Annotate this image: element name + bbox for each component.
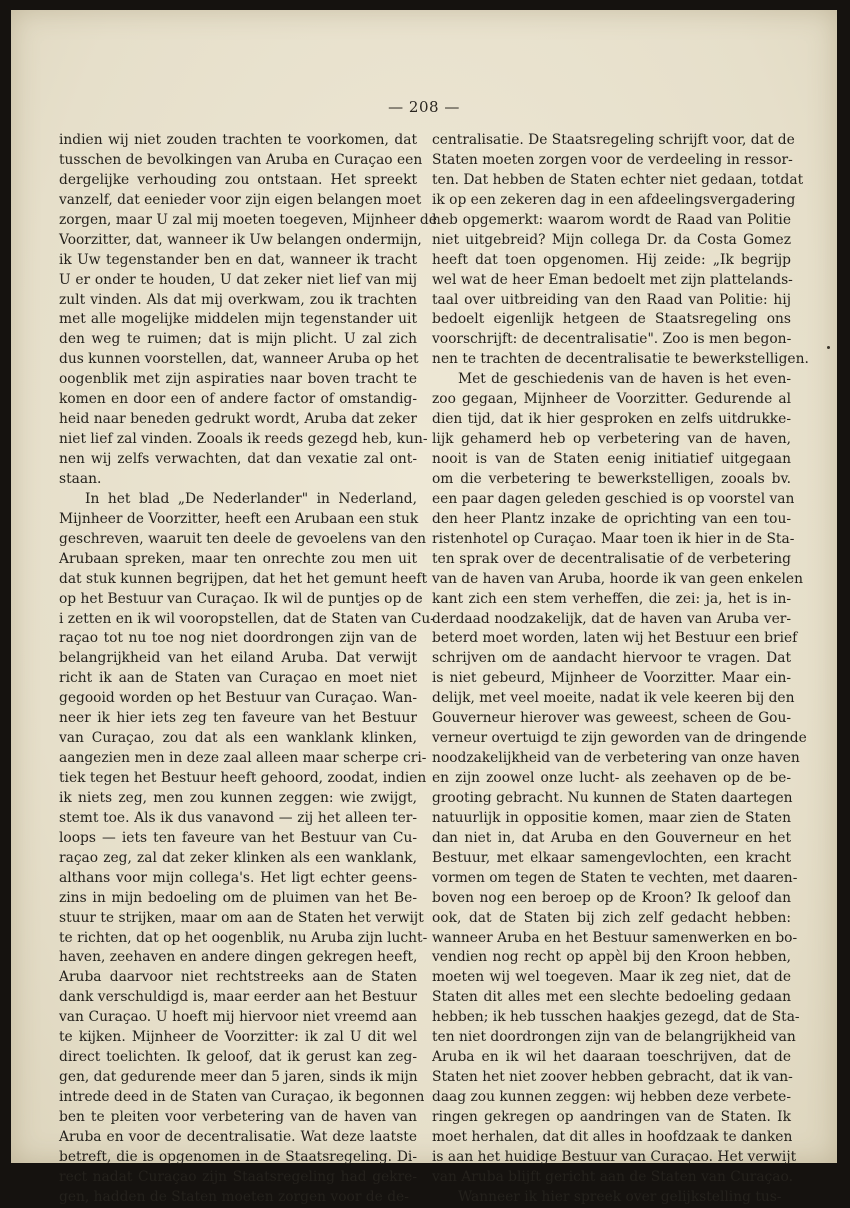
text-line: ben te pleiten voor verbetering van de haven van bbox=[59, 1108, 417, 1125]
text-line: Staten moeten zorgen voor de verdeeling in ressor- bbox=[432, 151, 793, 168]
text-line: vendien nog recht op appèl bij den Kroon hebben, bbox=[432, 949, 791, 966]
text-line: tiek tegen het Bestuur heeft gehoord, zoodat, indien bbox=[59, 770, 427, 786]
text-line: dank verschuldigd is, maar eerder aan het Bestuur bbox=[59, 989, 417, 1006]
text-line: van Aruba blijft gericht aan de Staten van Curaçao. bbox=[432, 1168, 793, 1185]
text-line: boven nog een beroep op de Kroon? Ik geloof dan bbox=[432, 889, 791, 906]
text-line: en zijn zoowel onze lucht- als zeehaven op de be- bbox=[432, 770, 791, 786]
text-line: dan niet in, dat Aruba en den Gouverneur en het bbox=[432, 829, 791, 846]
text-line: centralisatie. De Staatsregeling schrijft voor, dat de bbox=[432, 132, 795, 148]
text-line: is aan het huidige Bestuur van Curaçao. Het verwijt bbox=[432, 1148, 797, 1165]
text-line: ringen gekregen op aandringen van de Staten. Ik bbox=[432, 1108, 791, 1125]
text-line: Arubaan spreken, maar ten onrechte zou men uit bbox=[59, 550, 417, 567]
text-line: richt ik aan de Staten van Curaçao en moet niet bbox=[59, 670, 417, 687]
text-line: Aruba en ik wil het daaraan toeschrijven, dat de bbox=[432, 1049, 791, 1066]
text-line: raçao zeg, zal dat zeker klinken als een wanklank, bbox=[59, 849, 417, 866]
text-line: schrijven om de aandacht hiervoor te vragen. Dat bbox=[432, 650, 791, 667]
text-line: bedoelt eigenlijk hetgeen de Staatsregeling ons bbox=[432, 311, 791, 328]
text-line: aangezien men in deze zaal alleen maar scherpe cri- bbox=[59, 750, 427, 767]
text-line: ten. Dat hebben de Staten echter niet gedaan, totdat bbox=[432, 171, 804, 188]
text-line: ristenhotel op Curaçao. Maar toen ik hier in de Sta- bbox=[432, 530, 795, 547]
text-line: haven, zeehaven en andere dingen gekregen heeft, bbox=[59, 949, 418, 966]
text-line: wel wat de heer Eman bedoelt met zijn plattelands- bbox=[432, 271, 793, 288]
text-line: U er onder te houden, U dat zeker niet lief van mij bbox=[59, 271, 417, 288]
text-line: dien tijd, dat ik hier gesproken en zelfs uitdrukke- bbox=[432, 411, 791, 428]
text-line: te kijken. Mijnheer de Voorzitter: ik zal U dit wel bbox=[59, 1029, 417, 1046]
text-line: een paar dagen geleden geschied is op voorstel van bbox=[432, 490, 795, 507]
text-line: tusschen de bevolkingen van Aruba en Curaçao een bbox=[59, 151, 423, 168]
text-line: Staten dit alles met een slechte bedoeling gedaan bbox=[432, 989, 791, 1006]
right-text-column bbox=[432, 131, 809, 1208]
text-line: beterd moet worden, laten wij het Bestuur een brief bbox=[432, 630, 798, 647]
text-line: grooting gebracht. Nu kunnen de Staten daartegen bbox=[432, 789, 793, 806]
text-line: intrede deed in de Staten van Curaçao, ik begonnen bbox=[59, 1089, 425, 1105]
ink-speck bbox=[827, 346, 830, 349]
document-page bbox=[11, 10, 837, 1205]
text-line: verneur overtuigd te zijn geworden van de dringende bbox=[432, 730, 807, 747]
text-line: geschreven, waaruit ten deele de gevoelens van den bbox=[59, 530, 427, 547]
text-line: heeft dat toen opgenomen. Hij zeide: „Ik begrijp bbox=[432, 251, 791, 268]
text-line: den heer Plantz inzake de oprichting van een tou- bbox=[432, 510, 791, 527]
text-line: Gouverneur hierover was geweest, scheen de Gou- bbox=[432, 710, 791, 727]
text-line: op het Bestuur van Curaçao. Ik wil de puntjes op de bbox=[59, 590, 423, 607]
text-line: noodzakelijkheid van de verbetering van onze haven bbox=[432, 750, 800, 767]
text-line: nen wij zelfs verwachten, dat dan vexatie zal ont- bbox=[59, 451, 417, 467]
text-line: ten niet doordrongen zijn van de belangrijkheid van bbox=[432, 1029, 796, 1046]
text-line: i zetten en ik wil vooropstellen, dat de Staten van Cu- bbox=[59, 610, 435, 627]
text-line: zorgen, maar U zal mij moeten toegeven, Mijnheer de bbox=[59, 211, 437, 228]
text-line: moeten wij wel toegeven. Maar ik zeg niet, dat de bbox=[432, 969, 791, 986]
text-line: ten sprak over de decentralisatie of de verbetering bbox=[432, 550, 791, 567]
text-line: stuur te strijken, maar om aan de Staten het verwijt bbox=[59, 909, 424, 926]
text-line: vormen om tegen de Staten te vechten, met daaren- bbox=[432, 869, 798, 886]
text-line: Voorzitter, dat, wanneer ik Uw belangen ondermijn, bbox=[59, 231, 422, 248]
text-line: Bestuur, met elkaar samengevlochten, een kracht bbox=[432, 849, 791, 866]
text-line: derdaad noodzakelijk, dat de haven van Aruba ver- bbox=[432, 610, 791, 627]
text-line: den weg te ruimen; dat is mijn plicht. U zal zich bbox=[59, 331, 417, 348]
text-line: In het blad „De Nederlander" in Nederland, bbox=[85, 490, 417, 507]
text-line: belangrijkheid van het eiland Aruba. Dat verwijt bbox=[59, 650, 417, 667]
text-line: neer ik hier iets zeg ten faveure van het Bestuur bbox=[59, 710, 417, 727]
text-line: zins in mijn bedoeling om de pluimen van het Be- bbox=[59, 889, 417, 906]
text-line: lijk gehamerd heb op verbetering van de haven, bbox=[432, 431, 791, 448]
text-line: heid naar beneden gedrukt wordt, Aruba dat zeker bbox=[59, 411, 417, 428]
text-line: niet lief zal vinden. Zooals ik reeds gezegd heb, kun- bbox=[59, 431, 428, 448]
text-line: van Curaçao. U hoeft mij hiervoor niet vreemd aan bbox=[59, 1009, 417, 1026]
text-line: indien wij niet zouden trachten te voorkomen, dat bbox=[59, 132, 417, 148]
text-line: Mijnheer de Voorzitter, heeft een Arubaan een stuk bbox=[59, 510, 419, 527]
text-line: is niet gebeurd, Mijnheer de Voorzitter. Maar ein- bbox=[432, 670, 791, 687]
text-line: stemt toe. Als ik dus vanavond — zij het alleen ter- bbox=[59, 809, 417, 826]
text-line: gen, dat gedurende meer dan 5 jaren, sinds ik mijn bbox=[59, 1069, 418, 1086]
text-line: taal over uitbreiding van den Raad van Politie: hij bbox=[432, 291, 791, 308]
text-line: moet herhalen, dat dit alles in hoofdzaak te danken bbox=[432, 1128, 793, 1145]
text-line: Aruba daarvoor niet rechtstreeks aan de Staten bbox=[59, 969, 417, 986]
text-line: Wanneer ik hier spreek over gelijkstelling tus- bbox=[458, 1188, 782, 1205]
text-line: komen en door een of andere factor of omstandig- bbox=[59, 391, 417, 408]
text-line: gen, hadden de Staten moeten zorgen voor de de- bbox=[59, 1188, 409, 1205]
text-line: oogenblik met zijn aspiraties naar boven tracht te bbox=[59, 371, 417, 388]
text-line: Aruba en voor de decentralisatie. Wat deze laatste bbox=[59, 1128, 417, 1145]
text-line: voorschrijft: de decentralisatie". Zoo is men begon- bbox=[432, 331, 792, 348]
text-line: gegooid worden op het Bestuur van Curaçao. Wan- bbox=[59, 690, 417, 707]
text-line: zoo gegaan, Mijnheer de Voorzitter. Gedurende al bbox=[432, 391, 791, 408]
text-line: zult vinden. Als dat mij overkwam, zou ik trachten bbox=[59, 291, 417, 308]
text-line: vanzelf, dat eenieder voor zijn eigen belangen moet bbox=[59, 191, 422, 208]
text-line: Met de geschiedenis van de haven is het even- bbox=[458, 371, 791, 388]
text-line: dus kunnen voorstellen, dat, wanneer Aruba op het bbox=[59, 351, 419, 368]
text-line: loops — iets ten faveure van het Bestuur van Cu- bbox=[59, 829, 417, 846]
text-line: rect nadat Curaçao zijn Staatsregeling had gekre- bbox=[59, 1168, 417, 1185]
text-line: althans voor mijn collega's. Het ligt echter geens- bbox=[59, 869, 417, 886]
text-line: hebben; ik heb tusschen haakjes gezegd, dat de Sta- bbox=[432, 1009, 800, 1026]
text-line: van de haven van Aruba, hoorde ik van geen enkelen bbox=[432, 570, 803, 587]
text-line: dat stuk kunnen begrijpen, dat het het gemunt heeft bbox=[59, 570, 428, 587]
text-line: raçao tot nu toe nog niet doordrongen zijn van de bbox=[59, 630, 417, 647]
text-line: natuurlijk in oppositie komen, maar zien de Staten bbox=[432, 809, 791, 826]
text-line: dergelijke verhouding zou ontstaan. Het spreekt bbox=[59, 171, 417, 188]
text-line: ik Uw tegenstander ben en dat, wanneer ik tracht bbox=[59, 251, 417, 268]
text-line: wanneer Aruba en het Bestuur samenwerken en bo- bbox=[432, 929, 798, 946]
text-line: direct toelichten. Ik geloof, dat ik gerust kan zeg- bbox=[59, 1049, 417, 1066]
text-line: Staten het niet zoover hebben gebracht, dat ik van- bbox=[432, 1069, 793, 1086]
text-line: nooit is van de Staten eenig initiatief uitgegaan bbox=[432, 451, 791, 467]
text-line: ik op een zekeren dag in een afdeelingsvergadering bbox=[432, 191, 796, 208]
text-line: om die verbetering te bewerkstelligen, zooals bv. bbox=[432, 470, 791, 487]
text-line: met alle mogelijke middelen mijn tegenstander uit bbox=[59, 311, 417, 328]
text-line: delijk, met veel moeite, nadat ik vele keeren bij den bbox=[432, 690, 795, 707]
text-line: van Curaçao, zou dat als een wanklank klinken, bbox=[59, 730, 417, 747]
text-line: staan. bbox=[59, 470, 102, 487]
left-text-column bbox=[59, 131, 437, 1208]
text-line: ik niets zeg, men zou kunnen zeggen: wie zwijgt, bbox=[59, 789, 417, 806]
text-line: te richten, dat op het oogenblik, nu Aruba zijn lucht- bbox=[59, 929, 428, 946]
page-number: — 208 — bbox=[388, 98, 460, 116]
text-line: niet uitgebreid? Mijn collega Dr. da Costa Gomez bbox=[432, 231, 791, 248]
text-line: nen te trachten de decentralisatie te bewerkstelligen. bbox=[432, 351, 809, 368]
text-line: kant zich een stem verheffen, die zei: ja, het is in- bbox=[432, 590, 791, 607]
text-line: daag zou kunnen zeggen: wij hebben deze verbete- bbox=[432, 1089, 791, 1105]
text-line: betreft, die is opgenomen in de Staatsregeling. Di- bbox=[59, 1148, 417, 1165]
text-line: heb opgemerkt: waarom wordt de Raad van Politie bbox=[432, 211, 791, 228]
text-line: ook, dat de Staten bij zich zelf gedacht hebben: bbox=[432, 909, 791, 926]
